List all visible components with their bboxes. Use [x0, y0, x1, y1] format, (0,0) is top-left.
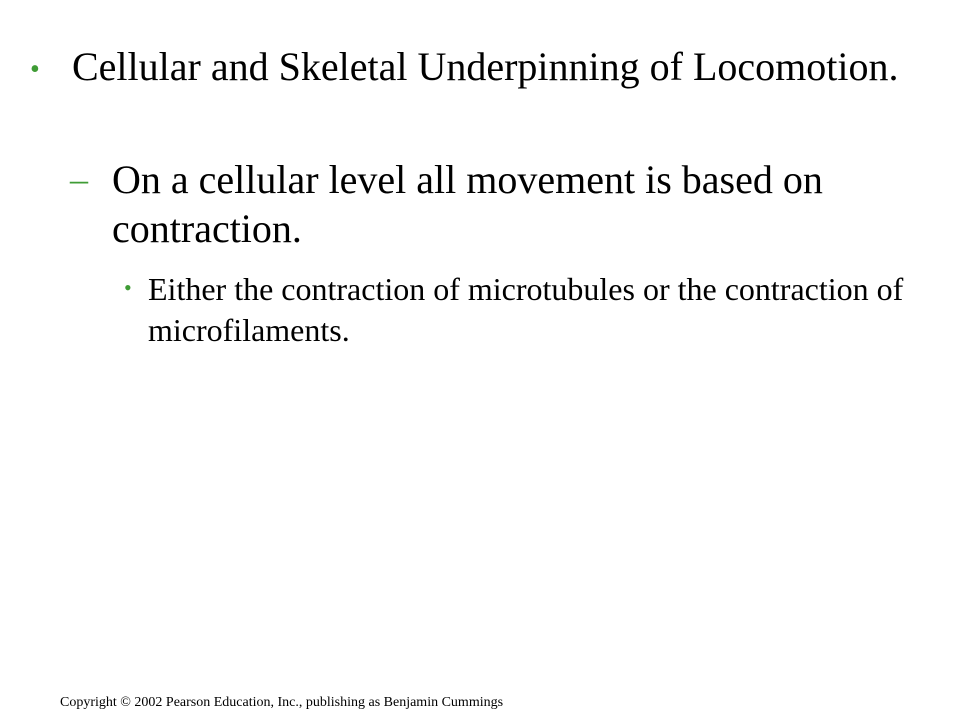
bullet-level-2	[70, 155, 930, 253]
bullet-dash-icon: –	[70, 159, 88, 199]
bullet-level-3	[124, 269, 924, 351]
bullet-text: Cellular and Skeletal Underpinning of Locomotion.	[72, 44, 899, 89]
copyright-footer: Copyright © 2002 Pearson Education, Inc., publishing as Benjamin Cummings	[60, 695, 504, 710]
bullet-text: On a cellular level all movement is based on contraction.	[112, 157, 823, 251]
bullet-dot-icon: •	[30, 54, 40, 85]
bullet-text: Either the contraction of microtubules or the contraction of microfilaments.	[148, 271, 904, 348]
bullet-level-1	[30, 42, 930, 91]
bullet-dot-icon: •	[124, 275, 132, 300]
